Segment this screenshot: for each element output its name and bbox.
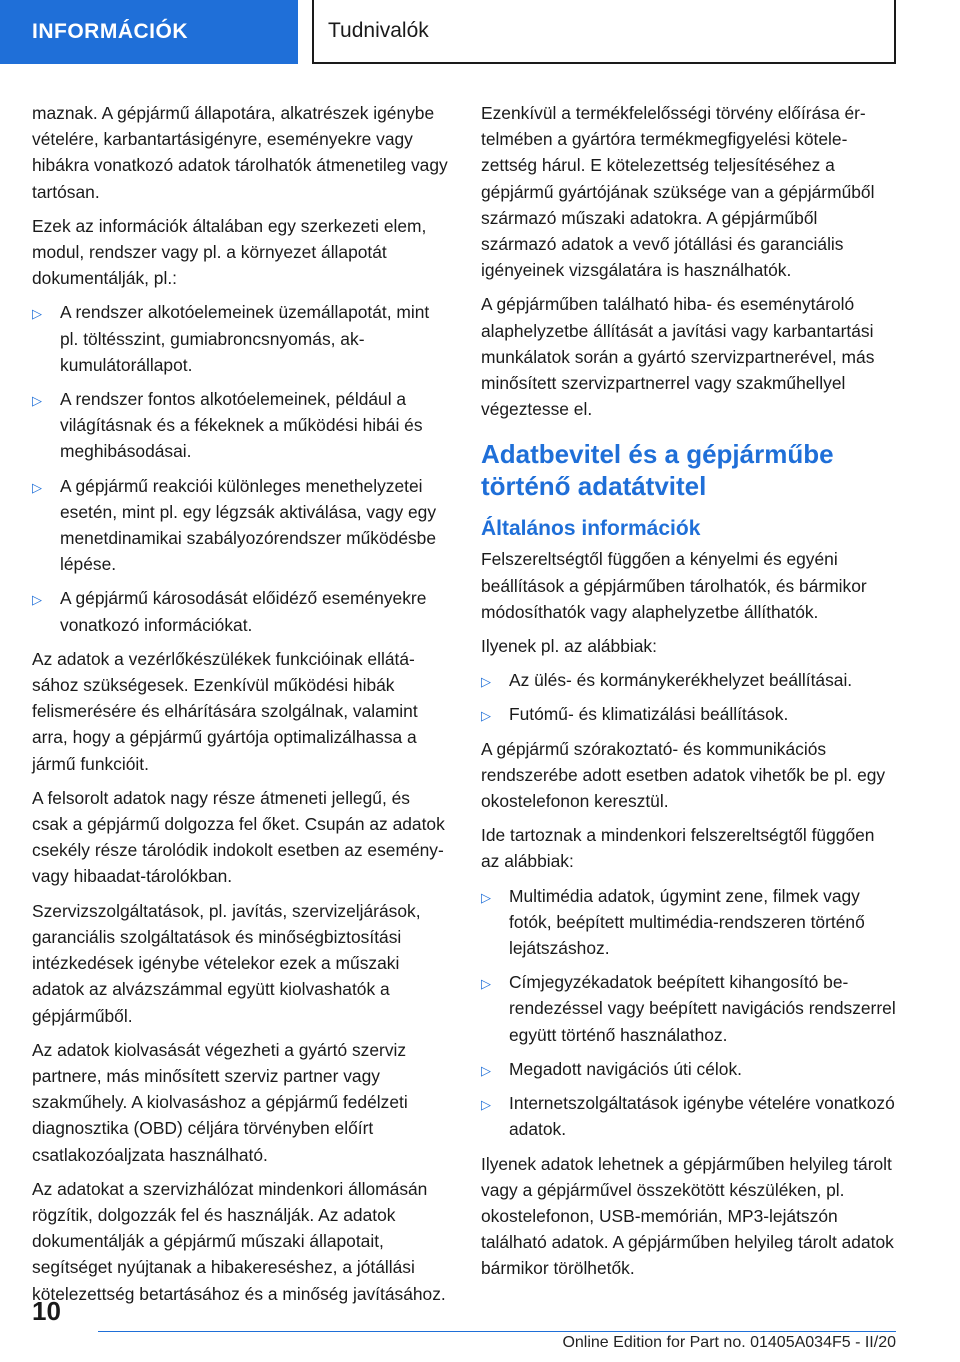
paragraph: Felszereltségtől függően a kényelmi és egyéni beállítások a gépjárműben tárolhatók, és bármikor módosíthatók vagy alaphelyzetbe állíthatók.	[481, 549, 867, 622]
list-item: ▷ Címjegyzékadatok beépített kihangosító berendezéssel vagy beépített navigációs rendszerrel együtt történő használathoz.	[481, 972, 896, 1045]
paragraph: Ilyenek adatok lehetnek a gépjárműben helyileg tárolt vagy a gépjárművel összekötött készüléken, pl. okostelefonon, USB-memórián, MP3-lejátszón található adatok. A gépjárműben helyileg tárolt adatok bármikor törölhetők.	[481, 1153, 894, 1279]
right-column	[481, 100, 897, 1290]
list-item: ▷ A gépjármű károsodását előidéző eseményekre vonatkozó információkat.	[32, 588, 427, 635]
paragraph: Ide tartoznak a mindenkori felszereltségtől függően az alábbiak:	[481, 825, 875, 872]
bullet-list	[32, 299, 450, 637]
paragraph: Ezenkívül a termékfelelősségi törvény előírása értelmében a gyártóra termékmegfigyelési kötelezettség hárul. E kötelezettség teljesítéséhez a gépjármű gyártójának szüksége van a gépjárműből származó műszaki adatokra. A gépjárműből származó adatok a vevő jótállási és garanciális igényeinek vizsgálatára is használhatók.	[481, 103, 875, 281]
paragraph: Szervizszolgáltatások, pl. javítás, szervizeljárások, garanciális szolgáltatások és minőségbiztosítási intézkedések igénybe vételekor ezek a műszaki adatok az alvázszámmal együtt kiolvashatók a gépjárműből.	[32, 900, 421, 1026]
list-item: ▷ Az ülés- és kormánykerékhelyzet beállításai.	[481, 667, 897, 693]
list-item: ▷ Multimédia adatok, úgymint zene, filmek vagy fotók, beépített multimédia-rendszeren történő lejátszáshoz.	[481, 885, 865, 959]
bullet-triangle-icon: ▷	[481, 708, 491, 724]
subsection-heading: Általános információk	[481, 517, 701, 541]
list-item: ▷ Futómű- és klimatizálási beállítások.	[481, 701, 897, 727]
footer-divider	[98, 1331, 896, 1332]
bullet-triangle-icon: ▷	[32, 479, 42, 495]
bullet-list	[481, 883, 897, 1143]
paragraph: A gépjármű szórakoztató- és kommunikációs rendszerébe adott esetben adatok vihetők be pl. egy okostelefonon keresztül.	[481, 738, 886, 812]
paragraph: Ezek az információk általában egy szerkezeti elem, modul, rendszer vagy pl. a környezet állapotát dokumentálják, pl.:	[32, 215, 427, 289]
bullet-triangle-icon: ▷	[481, 889, 491, 905]
footer-edition: Online Edition for Part no. 01405A034F5 - II/20	[562, 1334, 896, 1351]
bullet-triangle-icon: ▷	[32, 592, 42, 608]
paragraph: A gépjárműben található hiba- és eseménytároló alaphelyzetbe állítását a javítási vagy karbantartási munkálatok során a gyártó szervizpartnerével, más minősített szervizpartnerrel vagy szakműhellyel végeztesse el.	[481, 294, 875, 420]
paragraph: Az adatokat a szervizhálózat mindenkori állomásán rögzítik, dolgozzák fel és használják. Az adatok dokumentálják a gépjármű műszaki állapotait, segítséget nyújtanak a hibakereséshez, a jótállási kötelezettség betartásához és a minőség javításához.	[32, 1178, 446, 1304]
bullet-triangle-icon: ▷	[481, 976, 491, 992]
paragraph: Ilyenek pl. az alábbiak:	[481, 636, 657, 657]
list-item: ▷ Megadott navigációs úti célok.	[481, 1056, 897, 1082]
paragraph: maznak. A gépjármű állapotára, alkatrészek igénybe vételére, karbantartásigényre, eseményekre vagy hibákra vonatkozó adatok tárolhatók átmenetileg vagy tartósan.	[32, 103, 448, 202]
list-item: ▷ A rendszer fontos alkotóelemeinek, például a világításnak és a fékeknek a működési hibái és meghibásodásai.	[32, 389, 423, 462]
subsection-title: Tudnivalók	[312, 0, 896, 64]
section-heading: Adatbevitel és a gépjárműbe történő adatátvitel	[481, 439, 834, 502]
list-item: ▷ A rendszer alkotóelemeinek üzemállapotát, mint pl. töltésszint, gumiabroncsnyomás, akkumulátorállapot.	[32, 302, 430, 375]
bullet-triangle-icon: ▷	[481, 1097, 491, 1113]
bullet-triangle-icon: ▷	[32, 306, 42, 322]
list-item: ▷ A gépjármű reakciói különleges menethelyzetei esetén, mint pl. egy légzsák aktiválása, vagy egy menetdinamikai szabályozórendszer működésbe lépése.	[32, 475, 437, 575]
bullet-triangle-icon: ▷	[481, 1062, 491, 1078]
paragraph: A felsorolt adatok nagy része átmeneti jellegű, és csak a gépjármű dolgozza fel őket. Csupán az adatok csekély része tárolódik indokolt esetben az esemény- vagy hibaadat-tárolókban.	[32, 787, 445, 887]
paragraph: Az adatok a vezérlőkészülékek funkcióinak ellátásához szükségesek. Ezenkívül működési hibák felismerésére és elhárítására szolgálnak, valamint arra, hogy a gépjármű gyártója optimalizálhassa a jármű funkcióit.	[32, 648, 418, 774]
section-tab: INFORMÁCIÓK	[0, 0, 298, 64]
bullet-triangle-icon: ▷	[481, 674, 491, 690]
bullet-triangle-icon: ▷	[32, 393, 42, 409]
left-column	[32, 100, 450, 1315]
list-item: ▷ Internetszolgáltatások igénybe vételére vonatkozó adatok.	[481, 1093, 895, 1140]
bullet-list	[481, 667, 897, 727]
page-number: 10	[32, 1296, 61, 1326]
paragraph: Az adatok kiolvasását végezheti a gyártó szerviz partnere, más minősített szerviz partner vagy szakműhely. A kiolvasáshoz a gépjármű fedélzeti diagnosztika (OBD) céljára törvényben előírt csatlakozóaljzata használható.	[32, 1039, 408, 1165]
